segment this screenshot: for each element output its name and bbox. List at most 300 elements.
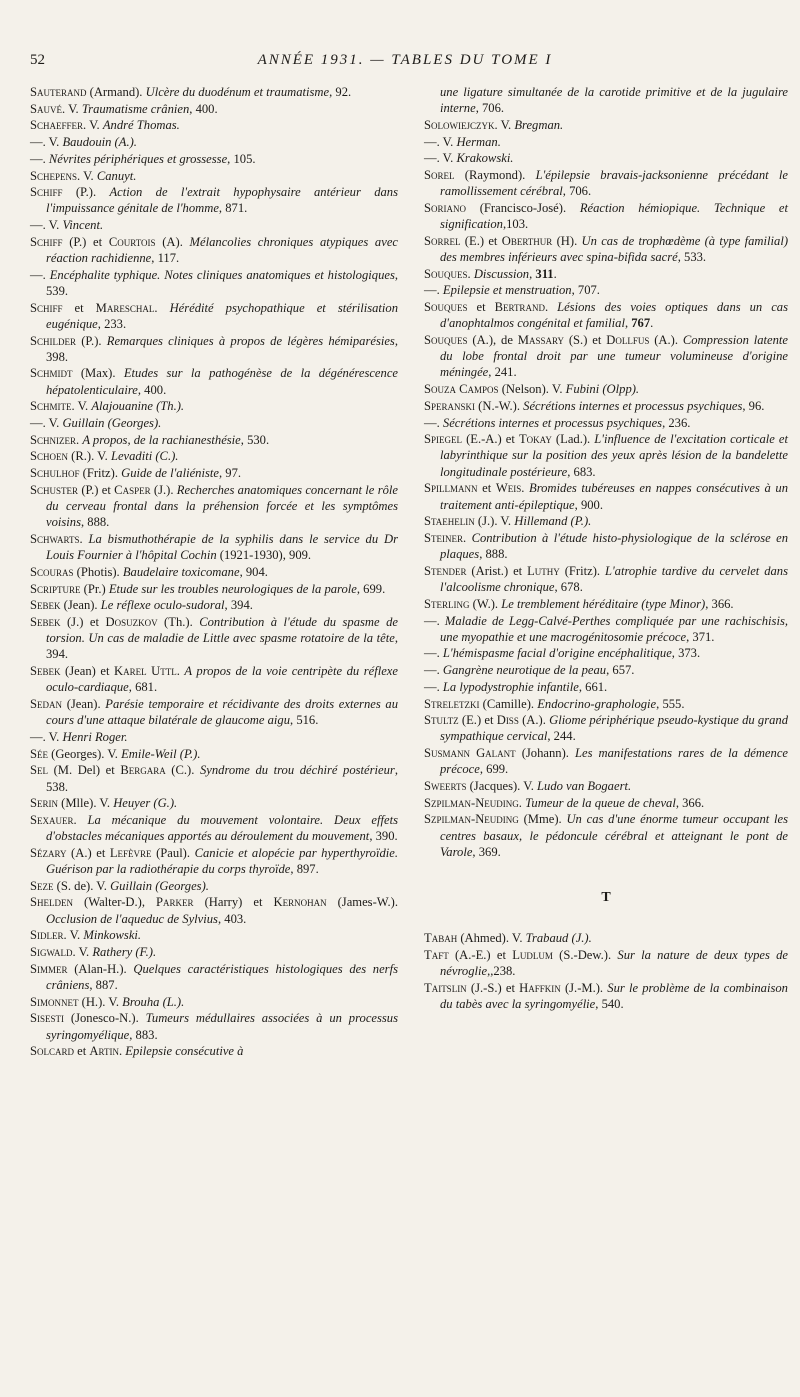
entry-title: Recherches anatomiques concernant le rôle du cerveau frontal dans la préhension forcée et les symptômes voisins: [46, 482, 398, 530]
author-info: . V.: [494, 117, 515, 132]
entry-title: Sécrétions internes et processus psychiques: [442, 415, 663, 430]
author-info: .: [521, 481, 529, 496]
author-name: Luthy: [527, 563, 560, 578]
entry-title: Syndrome du trou déchiré postérieur: [199, 763, 395, 778]
index-entry: [424, 980, 788, 1012]
page-ref: , 533.: [677, 250, 707, 265]
author-info: .: [467, 266, 474, 281]
author-name: Sée: [30, 746, 48, 761]
page-ref: , 390.: [369, 829, 398, 844]
left-column: [30, 84, 398, 1060]
author-info: (A.), de: [467, 333, 518, 348]
index-entry: [424, 613, 788, 645]
entry-title: La lypodystrophie infantile: [442, 679, 579, 694]
entry-title: Contribution à l'étude du spasme de torsion. Un cas de maladie de Little avec spasme rotatoire de la tête: [46, 615, 398, 646]
entry-title: Canuyt.: [96, 168, 137, 183]
author-info: —. V.: [30, 218, 63, 233]
page-ref: , 398.: [46, 333, 398, 364]
index-entry: [30, 614, 398, 663]
entry-title: Névrites périphériques et grossesse: [48, 151, 228, 166]
page-ref: , 887.: [89, 977, 118, 992]
page-number: 52: [30, 52, 45, 68]
author-name: Kernohan: [273, 895, 327, 910]
index-entry: [424, 299, 788, 331]
page-ref: , 236.: [662, 415, 691, 430]
author-name: Shelden: [30, 895, 73, 910]
index-entry: [30, 482, 398, 531]
index-entry: [30, 465, 398, 481]
page-ref: , 233.: [97, 316, 127, 331]
author-name: Sweerts: [424, 779, 467, 794]
entry-title: Epilepsie et menstruation: [442, 283, 572, 298]
author-info: (James-W.).: [326, 895, 398, 910]
author-info: —. V.: [30, 135, 63, 150]
index-entry: [424, 415, 788, 431]
entry-title: Réaction hémiopique. Technique et signification: [440, 200, 788, 232]
index-entry: [424, 282, 788, 298]
author-info: (Francisco-José).: [466, 200, 580, 215]
author-name: Schmidt: [30, 366, 73, 381]
author-info: (P.).: [62, 185, 110, 200]
index-entry: [30, 134, 398, 150]
page-ref-bold: 767: [631, 316, 651, 331]
index-entry: [30, 994, 398, 1010]
author-name: Schuster: [30, 482, 79, 497]
index-entry: [30, 398, 398, 414]
entry-title: Quelques caractéristiques histologiques des nerfs crâniens: [46, 961, 398, 992]
author-info: —.: [30, 151, 49, 166]
entry-title: Mélancolies chroniques atypiques avec réaction rachidienne: [46, 234, 398, 266]
author-info: (A).: [155, 234, 190, 249]
author-name: Galant: [476, 746, 516, 761]
author-info: (Th.).: [157, 615, 200, 629]
entry-title: Ludo van Bogaert.: [537, 779, 632, 794]
author-name: Souques: [424, 333, 468, 348]
author-name: Souques: [424, 266, 468, 281]
index-entry: [30, 217, 398, 233]
author-info: —.: [424, 646, 443, 661]
entry-title: Action de l'extrait hypophysaire antérieur dans l'impuissance génitale de l'homme: [46, 185, 398, 216]
page-ref: , 366.: [675, 795, 705, 810]
author-name: Sebek: [30, 598, 61, 613]
author-name: Sorel: [424, 168, 455, 183]
page-ref: , 661.: [578, 679, 608, 694]
entry-title: Maladie de Legg-Calvé-Perthes compliquée par une rachischisis, une myopathie et une macrogénitosomie précoce: [440, 613, 788, 644]
author-info: .: [79, 531, 89, 546]
author-info: (Nelson). V.: [498, 382, 566, 397]
author-info: —. V.: [424, 134, 457, 149]
author-info: —.: [424, 663, 443, 678]
author-info: et: [467, 300, 495, 315]
index-entry: [424, 513, 788, 529]
author-name: Sauterand: [30, 85, 87, 99]
page-ref: , 555.: [656, 696, 685, 711]
author-info: (C.).: [165, 763, 200, 778]
index-entry: [424, 332, 788, 381]
page-ref: , 678.: [554, 580, 583, 595]
page-ref: , 539.: [46, 267, 399, 298]
index-entry: [424, 947, 788, 979]
entry-title: Les manifestations rares de la démence précoce: [440, 746, 788, 777]
page-ref: , 706.: [475, 101, 505, 116]
author-info: . V.: [72, 945, 93, 960]
author-info: (E.-A.) et: [462, 432, 519, 447]
author-info: (Pr.): [80, 581, 109, 596]
page-ref: , 97.: [218, 466, 242, 481]
index-entry: [30, 184, 398, 216]
author-name: Scouras: [30, 564, 74, 579]
author-info: (H).: [552, 233, 582, 248]
index-entry: [30, 1010, 398, 1042]
index-entry: [424, 712, 788, 744]
author-info: —.: [424, 415, 443, 430]
author-name: Oberthur: [501, 233, 553, 248]
page-ref-bold: 311: [535, 266, 554, 281]
author-info: (Walter-D.),: [73, 895, 157, 910]
index-entry: [30, 333, 398, 365]
entry-title: L'atrophie tardive du cervelet dans l'alcoolisme chronique: [440, 563, 789, 595]
page-ref: , 657.: [606, 663, 635, 678]
page-ref: , 681.: [128, 680, 158, 695]
index-entry: [30, 448, 398, 464]
page-ref: ,: [624, 316, 632, 331]
author-info: (A.).: [649, 333, 683, 348]
author-name: Schiff: [30, 185, 63, 200]
entry-title: Guillain (Georges).: [62, 416, 162, 431]
author-name: Lefèvre: [109, 845, 152, 860]
page-ref: , 369.: [472, 844, 501, 859]
index-entry: [30, 300, 398, 332]
author-info: —.: [424, 283, 443, 298]
entry-title: Fubini (Olpp).: [565, 382, 640, 397]
page-ref: , 888.: [80, 515, 110, 530]
author-name: Staehelin: [424, 514, 475, 529]
author-info: .: [118, 1044, 126, 1059]
author-info: (Fritz).: [559, 563, 605, 578]
author-info: (Johann).: [515, 746, 575, 761]
index-entry: [30, 101, 398, 117]
author-info: (Ahmed). V.: [457, 931, 526, 946]
entry-title: Guide de l'aliéniste: [121, 466, 219, 481]
author-name: Stultz: [424, 713, 459, 728]
author-info: —. V.: [424, 151, 457, 166]
index-entry: [30, 696, 398, 728]
entry-title: Compression latente du lobe frontal droit par une tumeur volumineuse d'origine méningée: [440, 333, 788, 380]
right-column: [424, 84, 788, 1013]
index-entry: [30, 581, 398, 597]
page-ref: , 394.: [46, 631, 398, 662]
index-entry: [424, 200, 788, 232]
entry-title: Bregman.: [514, 117, 564, 132]
author-name: Dollfus: [606, 333, 650, 348]
author-name: Sisesti: [30, 1011, 65, 1026]
author-name: Solcard: [30, 1044, 75, 1059]
entry-title: Sécrétions internes et processus psychiques: [523, 398, 743, 413]
author-info: (W.).: [469, 596, 502, 611]
page-ref: , 707.: [571, 283, 600, 298]
index-entry: [30, 267, 398, 299]
page-ref: , 699.: [356, 581, 386, 596]
page-ref: , 244.: [547, 729, 576, 744]
author-name: Massary: [517, 333, 564, 348]
author-info: (E.) et: [458, 713, 497, 728]
entry-title: La mécanique du mouvement volontaire. Deux effets d'obstacles mécaniques apportés au déroulement du mouvement: [46, 812, 398, 844]
author-info: (R.). V.: [68, 449, 111, 464]
page-ref: ,,238.: [487, 964, 516, 979]
entry-title: Henri Roger.: [62, 729, 128, 744]
page-ref: , 96.: [742, 398, 765, 413]
author-name: Schnizer: [30, 432, 77, 447]
author-name: Sebek: [30, 615, 61, 629]
entry-title: Un cas d'une énorme tumeur occupant les centres basaux, le pédoncule cérébral et atteignant le pont de Varole: [440, 812, 788, 859]
author-info: (Raymond).: [454, 168, 536, 183]
index-entry: [30, 845, 398, 877]
author-name: Susmann: [424, 746, 471, 761]
page-title: ANNÉE 1931. — TABLES DU TOME I: [257, 52, 553, 68]
author-name: Bertrand: [494, 300, 545, 315]
page-ref: , 706.: [562, 184, 592, 199]
entry-title: Guillain (Georges).: [110, 878, 209, 893]
author-name: Solowiejczyk: [424, 117, 495, 132]
author-info: . V.: [63, 928, 84, 943]
index-entry: [30, 894, 398, 926]
author-info: (J.).: [150, 482, 177, 497]
index-entry: [30, 234, 398, 266]
index-entry: [424, 84, 788, 116]
author-info: .: [544, 300, 558, 315]
author-name: Sel: [30, 763, 48, 778]
author-name: Souques: [424, 300, 468, 315]
entry-title: Traumatisme crânien: [81, 101, 190, 116]
entry-title: Alajouanine (Th.).: [91, 399, 185, 414]
index-entry: [424, 480, 788, 512]
index-entry: [424, 134, 788, 150]
page-ref: , 888.: [479, 547, 508, 562]
author-info: . V.: [71, 399, 92, 414]
page-ref: , 516.: [290, 713, 319, 728]
entry-title: Discussion: [473, 266, 530, 281]
author-info: (N.-W.).: [475, 398, 524, 413]
index-entry: [424, 233, 788, 265]
entry-title: Tumeurs médullaires associées à un processus syringomyélique: [46, 1011, 398, 1042]
author-info: (Jean).: [62, 697, 106, 712]
author-info: (Lad.).: [551, 432, 595, 447]
author-name: Mareschal: [95, 300, 155, 315]
entry-title: Canicie et alopécie par hyperthyroïdie. Guérison par la radiothérapie du corps thyroïde: [46, 845, 398, 877]
index-entry: [424, 662, 788, 678]
author-name: Sauvé: [30, 101, 63, 116]
page-ref: , 900.: [574, 497, 603, 512]
author-name: Schoen: [30, 449, 69, 464]
author-info: (Paul).: [151, 845, 195, 860]
page-ref: , 683.: [567, 464, 596, 479]
page-ref: , 699.: [479, 762, 509, 777]
index-entry: [30, 84, 398, 100]
author-info: .: [76, 432, 83, 447]
author-name: Casper: [114, 482, 151, 497]
author-name: Stender: [424, 563, 467, 578]
author-info: .: [73, 812, 88, 827]
author-info: .: [463, 530, 472, 545]
author-info: (Georges). V.: [48, 746, 122, 761]
entry-title: Sur le problème de la combinaison du tabès avec la syringomyélie: [440, 980, 788, 1012]
author-info: (P.).: [76, 333, 107, 348]
entry-title: Epilepsie consécutive à: [125, 1044, 244, 1059]
entry-title: A propos de la voie centripète du réflexe oculo-cardiaque: [46, 664, 398, 695]
author-name: Sidler: [30, 928, 64, 943]
author-name: Parker: [156, 895, 194, 910]
author-name: Sedan: [30, 697, 63, 712]
author-info: (P.) et: [78, 482, 115, 497]
author-name: Sorrel: [424, 233, 461, 248]
page-ref: , 105.: [227, 151, 256, 166]
author-info: (H.). V.: [78, 994, 123, 1009]
author-name: Schepens: [30, 168, 78, 183]
author-info: —.: [424, 613, 445, 628]
page-ref: , 400.: [137, 382, 167, 397]
author-info: (Arist.) et: [466, 563, 528, 578]
entry-title: Lésions des voies optiques dans un cas d'anophtalmos congénital et familial: [440, 300, 788, 331]
entry-title: Hérédité psychopathique et stérilisation eugénique: [46, 300, 399, 331]
author-info: (Jean).: [60, 598, 101, 613]
index-entry: [30, 432, 398, 448]
index-entry: [424, 745, 788, 777]
author-info: (Max).: [72, 366, 124, 381]
author-name: Schaeffer: [30, 118, 84, 133]
entry-title: Etudes sur la pathogénèse de la dégénérescence hépatolenticulaire: [46, 366, 398, 397]
author-info: (S. de). V.: [53, 878, 111, 893]
index-entry: [424, 563, 788, 595]
author-name: Diss: [496, 713, 519, 728]
index-entry: [30, 365, 398, 397]
author-info: (A.-E.) et: [448, 947, 513, 962]
index-entry: [30, 564, 398, 580]
author-name: Sigwald: [30, 945, 73, 960]
author-info: (A.).: [518, 713, 550, 728]
author-name: Sebek: [30, 664, 61, 679]
section-letter: T: [601, 890, 611, 906]
entry-title: Trabaud (J.).: [525, 931, 592, 946]
author-info: et: [477, 481, 496, 496]
entry-title: Parésie temporaire et récidivante des droits externes au cours d'une attaque bilatérale de glaucome aigu: [46, 697, 398, 728]
index-entry: [424, 811, 788, 860]
entry-title: Tumeur de la queue de cheval: [525, 795, 676, 810]
author-info: (Armand).: [86, 85, 146, 99]
index-entry: [424, 117, 788, 133]
author-info: (M. Del) et: [48, 763, 121, 778]
author-info: (Mlle). V.: [58, 796, 114, 811]
index-entry: [30, 415, 398, 431]
author-info: et: [74, 1044, 90, 1059]
author-name: Tokay: [518, 432, 552, 447]
index-entry: [424, 679, 788, 695]
author-info: (Jonesco-N.).: [64, 1011, 146, 1026]
author-info: (J.-S.) et: [466, 980, 520, 995]
index-entry: [424, 431, 788, 480]
entry-title: La bismuthothérapie de la syphilis dans le service du Dr Louis Fournier à l'hôpital Cochin: [46, 531, 398, 563]
author-info: (P.) et: [62, 234, 109, 249]
author-info: . V.: [83, 118, 103, 133]
page-ref: .: [650, 316, 654, 331]
entry-title: Occlusion de l'aqueduc de Sylvius: [46, 911, 218, 926]
author-name: Taft: [424, 947, 449, 962]
page-header: [30, 52, 780, 74]
page-ref: , 538.: [46, 763, 398, 794]
author-info: et: [62, 300, 96, 315]
index-entry: [424, 795, 788, 811]
author-info: (J.-M.).: [560, 980, 608, 995]
author-name: Spillmann: [424, 481, 478, 496]
author-name: Taitslin: [424, 980, 467, 995]
entry-title: L'hémispasme facial d'origine encéphalitique: [442, 646, 672, 661]
index-entry: [424, 696, 788, 712]
author-name: Schmite: [30, 399, 72, 414]
author-info: . V.: [62, 101, 82, 116]
entry-title: Herman.: [456, 134, 501, 149]
index-entry: [424, 266, 788, 282]
author-name: Szpilman-Neuding: [424, 812, 519, 827]
index-entry: [424, 930, 788, 946]
page-ref: , 540.: [595, 997, 624, 1012]
page-ref: , 371.: [686, 629, 715, 644]
index-entry: [30, 151, 398, 167]
index-entry: [30, 1043, 398, 1059]
index-entry: [30, 746, 398, 762]
author-info: (Fritz).: [79, 466, 122, 481]
author-name: Spiegel: [424, 432, 462, 447]
author-info: (A.) et: [66, 845, 110, 860]
author-name: Schwarts: [30, 531, 80, 546]
entry-title: Heuyer (G.).: [113, 796, 178, 811]
index-entry: [424, 381, 788, 397]
page-ref: .: [553, 266, 557, 281]
page-ref: , 117.: [151, 251, 180, 266]
page-ref: , 400.: [189, 101, 218, 116]
index-entry: [30, 961, 398, 993]
author-info: (Harry) et: [193, 895, 274, 910]
page-ref: , 904.: [239, 564, 268, 579]
entry-title: Minkowski.: [83, 928, 142, 943]
entry-title: A propos, de la rachianesthésie: [82, 432, 241, 447]
index-entry: [424, 167, 788, 199]
page-ref: , 366.: [705, 596, 734, 611]
author-info: —. V.: [30, 416, 63, 431]
author-name: Seze: [30, 878, 54, 893]
entry-title: Gangrène neurotique de la peau: [442, 663, 607, 678]
entry-title: L'influence de l'excitation corticale et labyrinthique sur la position des yeux après lésion de la bandelette longitudinale postérieure: [440, 432, 789, 479]
author-info: —. V.: [30, 729, 63, 744]
author-info: (Alan-H.).: [67, 961, 134, 976]
entry-title: Vincent.: [62, 218, 104, 233]
author-info: (S.-Dew.).: [552, 947, 618, 962]
index-entry: [30, 531, 398, 563]
author-name: Haffkin: [519, 980, 561, 995]
page-ref: ,: [529, 266, 536, 281]
author-name: Serin: [30, 796, 59, 811]
author-info: (J.). V.: [474, 514, 515, 529]
author-name: Karel Uttl: [113, 664, 177, 679]
index-entry: [424, 645, 788, 661]
entry-title: Contribution à l'étude histo-physiologique de la sclérose en plaques: [440, 530, 788, 562]
entry-title: Le tremblement héréditaire (type Minor): [501, 596, 706, 611]
index-entry: [30, 944, 398, 960]
entry-title: André Thomas.: [102, 118, 180, 133]
author-info: (Jean) et: [60, 664, 114, 679]
author-name: Szpilman-Neuding: [424, 795, 519, 810]
author-name: Schiff: [30, 234, 63, 249]
entry-title: une ligature simultanée de la carotide primitive et de la jugulaire interne: [440, 85, 788, 116]
entry-title: Baudelaire toxicomane: [122, 564, 240, 579]
